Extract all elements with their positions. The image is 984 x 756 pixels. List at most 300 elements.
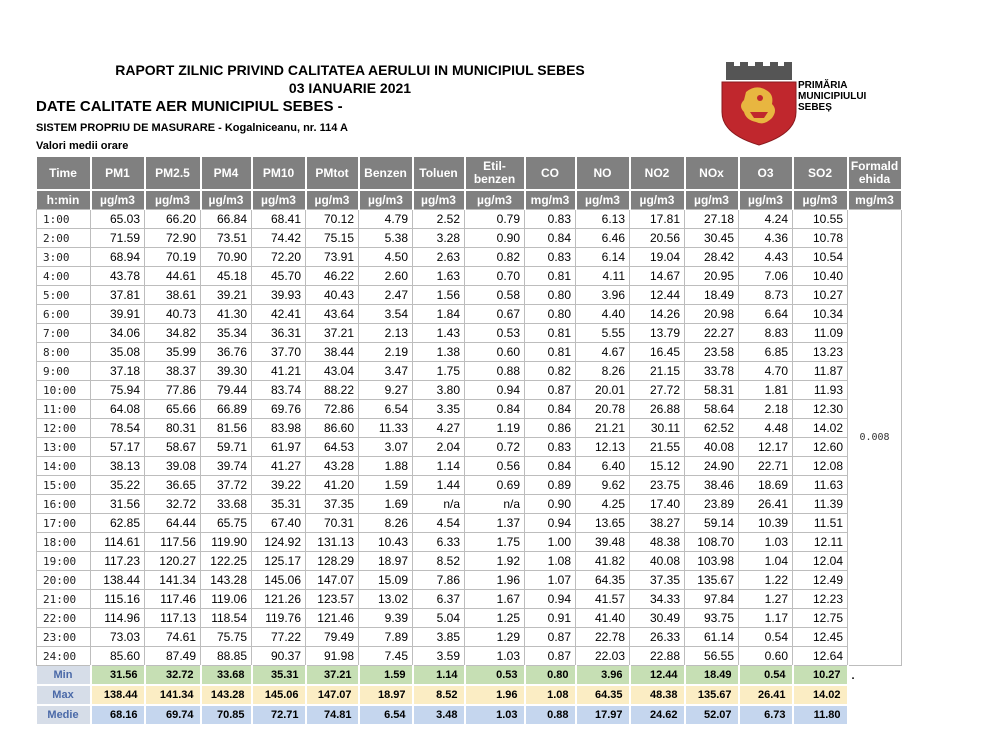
value-cell: 3.35 [413,400,465,419]
value-cell: 39.22 [252,476,306,495]
value-cell: 36.76 [201,343,252,362]
value-cell: 1.29 [465,628,525,647]
value-cell: 14.26 [630,305,685,324]
report-title: RAPORT ZILNIC PRIVIND CALITATEA AERULUI IN MUNICIPIUL SEBES [115,62,585,78]
unit-header: µg/m3 [793,190,848,210]
value-cell: 11.39 [793,495,848,514]
summary-value: 141.34 [145,685,201,705]
value-cell: 1.37 [465,514,525,533]
value-cell: 0.82 [525,362,576,381]
value-cell: 22.27 [685,324,739,343]
time-cell: 18:00 [37,533,91,552]
value-cell: 0.81 [525,267,576,286]
summary-value: 18.49 [685,666,739,686]
value-cell: 41.40 [576,609,630,628]
time-cell: 4:00 [37,267,91,286]
value-cell: 34.82 [145,324,201,343]
table-row [37,609,902,628]
value-cell: 0.54 [739,628,793,647]
value-cell: 0.94 [525,590,576,609]
table-row [37,457,902,476]
value-cell: 1.08 [525,552,576,571]
value-cell: 12.11 [793,533,848,552]
value-cell: 0.81 [525,343,576,362]
value-cell: 39.30 [201,362,252,381]
value-cell: 62.52 [685,419,739,438]
value-cell: 117.13 [145,609,201,628]
value-cell: 3.80 [413,381,465,400]
value-cell: 1.25 [465,609,525,628]
unit-header: µg/m3 [685,190,739,210]
value-cell: 26.88 [630,400,685,419]
value-cell: 20.78 [576,400,630,419]
value-cell: 6.14 [576,248,630,267]
value-cell: 41.27 [252,457,306,476]
value-cell: 2.52 [413,210,465,229]
value-cell: 117.46 [145,590,201,609]
value-cell: 64.35 [576,571,630,590]
summary-value: 48.38 [630,685,685,705]
value-cell: 3.59 [413,647,465,666]
value-cell: 18.49 [685,286,739,305]
value-cell: 10.55 [793,210,848,229]
summary-extra [848,705,902,725]
value-cell: 1.69 [359,495,413,514]
value-cell: 1.59 [359,476,413,495]
value-cell: 79.49 [306,628,359,647]
value-cell: 119.90 [201,533,252,552]
value-cell: 74.42 [252,229,306,248]
value-cell: 12.17 [739,438,793,457]
value-cell: 30.45 [685,229,739,248]
value-cell: 1.43 [413,324,465,343]
value-cell: 115.16 [91,590,145,609]
value-cell: 15.09 [359,571,413,590]
summary-value: 0.80 [525,666,576,686]
summary-value: 6.54 [359,705,413,725]
summary-value: 64.35 [576,685,630,705]
table-row [37,628,902,647]
value-cell: 8.73 [739,286,793,305]
value-cell: 41.82 [576,552,630,571]
value-cell: 40.08 [685,438,739,457]
table-row [37,590,902,609]
value-cell: 38.13 [91,457,145,476]
value-cell: 38.44 [306,343,359,362]
time-cell: 11:00 [37,400,91,419]
table-row [37,210,902,229]
value-cell: 121.46 [306,609,359,628]
value-cell: 22.88 [630,647,685,666]
value-cell: 23.75 [630,476,685,495]
value-cell: 83.98 [252,419,306,438]
time-cell: 1:00 [37,210,91,229]
value-cell: 37.70 [252,343,306,362]
value-cell: 70.31 [306,514,359,533]
summary-value: 1.96 [465,685,525,705]
unit-header: h:min [37,190,91,210]
summary-value: 18.97 [359,685,413,705]
value-cell: 13.79 [630,324,685,343]
value-cell: 4.36 [739,229,793,248]
summary-value: 52.07 [685,705,739,725]
value-cell: 22.71 [739,457,793,476]
summary-value: 14.02 [793,685,848,705]
value-cell: 10.27 [793,286,848,305]
value-cell: 17.40 [630,495,685,514]
value-cell: 4.54 [413,514,465,533]
value-cell: 35.99 [145,343,201,362]
column-header: Toluen [413,157,465,190]
table-row [37,552,902,571]
time-cell: 19:00 [37,552,91,571]
value-cell: 1.75 [465,533,525,552]
value-cell: 43.28 [306,457,359,476]
value-cell: 1.19 [465,419,525,438]
summary-row [37,705,902,725]
summary-value: 1.59 [359,666,413,686]
value-cell: 12.08 [793,457,848,476]
value-cell: 13.65 [576,514,630,533]
value-cell: 1.75 [413,362,465,381]
value-cell: 1.04 [739,552,793,571]
column-header: NO [576,157,630,190]
summary-label: Max [37,685,91,705]
summary-value: 1.03 [465,705,525,725]
summary-value: 147.07 [306,685,359,705]
value-cell: 8.26 [576,362,630,381]
value-cell: 0.87 [525,628,576,647]
column-header: PM2.5 [145,157,201,190]
value-cell: 48.38 [630,533,685,552]
unit-header-row [37,190,902,210]
value-cell: 0.58 [465,286,525,305]
value-cell: 59.71 [201,438,252,457]
value-cell: 135.67 [685,571,739,590]
value-cell: 128.29 [306,552,359,571]
value-cell: 12.64 [793,647,848,666]
unit-header: µg/m3 [252,190,306,210]
summary-value: 3.96 [576,666,630,686]
value-cell: 40.73 [145,305,201,324]
value-cell: 120.27 [145,552,201,571]
value-cell: 37.18 [91,362,145,381]
value-cell: 7.86 [413,571,465,590]
unit-header: mg/m3 [525,190,576,210]
value-cell: 38.37 [145,362,201,381]
value-cell: 0.91 [525,609,576,628]
value-cell: 8.83 [739,324,793,343]
value-cell: 4.79 [359,210,413,229]
summary-value: 145.06 [252,685,306,705]
value-cell: 30.11 [630,419,685,438]
time-cell: 16:00 [37,495,91,514]
value-cell: 2.04 [413,438,465,457]
value-cell: 117.56 [145,533,201,552]
time-cell: 24:00 [37,647,91,666]
value-cell: 91.98 [306,647,359,666]
value-cell: 1.63 [413,267,465,286]
summary-value: 0.54 [739,666,793,686]
value-cell: 39.74 [201,457,252,476]
value-cell: 11.51 [793,514,848,533]
table-row [37,267,902,286]
summary-extra: . [848,666,902,686]
value-cell: 7.89 [359,628,413,647]
value-cell: 4.24 [739,210,793,229]
column-header: PM10 [252,157,306,190]
value-cell: 125.17 [252,552,306,571]
value-cell: 43.04 [306,362,359,381]
table-row [37,438,902,457]
summary-value: 74.81 [306,705,359,725]
value-cell: 6.85 [739,343,793,362]
value-cell: 88.22 [306,381,359,400]
value-cell: 117.23 [91,552,145,571]
value-cell: 72.86 [306,400,359,419]
value-cell: 10.78 [793,229,848,248]
value-cell: 3.85 [413,628,465,647]
value-cell: 39.93 [252,286,306,305]
value-cell: 138.44 [91,571,145,590]
value-cell: 1.84 [413,305,465,324]
value-cell: 36.31 [252,324,306,343]
value-cell: 1.92 [465,552,525,571]
time-cell: 6:00 [37,305,91,324]
value-cell: 2.13 [359,324,413,343]
value-cell: 11.93 [793,381,848,400]
value-cell: 123.57 [306,590,359,609]
value-cell: 7.45 [359,647,413,666]
table-row [37,476,902,495]
value-cell: 1.56 [413,286,465,305]
value-cell: 58.64 [685,400,739,419]
value-cell: 2.47 [359,286,413,305]
formaldehida-value: 0.008 [848,210,902,666]
value-cell: 44.61 [145,267,201,286]
value-cell: 8.26 [359,514,413,533]
value-cell: 1.27 [739,590,793,609]
value-cell: 12.23 [793,590,848,609]
value-cell: 38.46 [685,476,739,495]
value-cell: 42.41 [252,305,306,324]
value-cell: 0.94 [525,514,576,533]
value-cell: 4.25 [576,495,630,514]
value-cell: 141.34 [145,571,201,590]
value-cell: 90.37 [252,647,306,666]
column-header: Etil- benzen [465,157,525,190]
summary-value: 72.71 [252,705,306,725]
column-header: Benzen [359,157,413,190]
value-cell: 1.88 [359,457,413,476]
data-heading: DATE CALITATE AER MUNICIPIUL SEBES - [36,98,343,115]
time-cell: 7:00 [37,324,91,343]
value-cell: 10.34 [793,305,848,324]
value-cell: 0.87 [525,647,576,666]
value-cell: 0.60 [739,647,793,666]
value-cell: 0.81 [525,324,576,343]
time-cell: 21:00 [37,590,91,609]
summary-value: 1.08 [525,685,576,705]
value-cell: 35.31 [252,495,306,514]
value-cell: 73.03 [91,628,145,647]
value-cell: 21.21 [576,419,630,438]
value-cell: 2.19 [359,343,413,362]
time-cell: 3:00 [37,248,91,267]
value-cell: 8.52 [413,552,465,571]
value-cell: 41.30 [201,305,252,324]
value-cell: n/a [413,495,465,514]
time-cell: 12:00 [37,419,91,438]
column-header: Time [37,157,91,190]
summary-value: 6.73 [739,705,793,725]
value-cell: 1.44 [413,476,465,495]
value-cell: 65.03 [91,210,145,229]
value-cell: 0.70 [465,267,525,286]
value-cell: 27.72 [630,381,685,400]
value-cell: 9.62 [576,476,630,495]
value-cell: 0.80 [525,286,576,305]
value-cell: 4.70 [739,362,793,381]
value-cell: 70.12 [306,210,359,229]
value-cell: 0.83 [525,438,576,457]
value-cell: 87.49 [145,647,201,666]
value-cell: 0.84 [525,400,576,419]
time-cell: 10:00 [37,381,91,400]
value-cell: 79.44 [201,381,252,400]
unit-header: µg/m3 [739,190,793,210]
value-cell: 40.08 [630,552,685,571]
value-cell: 6.33 [413,533,465,552]
value-cell: 75.75 [201,628,252,647]
value-cell: 37.21 [306,324,359,343]
value-cell: 0.90 [525,495,576,514]
value-cell: 16.45 [630,343,685,362]
value-cell: 0.83 [525,248,576,267]
value-cell: 119.06 [201,590,252,609]
value-cell: 64.53 [306,438,359,457]
value-cell: 22.03 [576,647,630,666]
value-cell: 6.64 [739,305,793,324]
table-row [37,362,902,381]
value-cell: 3.96 [576,286,630,305]
value-cell: 114.96 [91,609,145,628]
value-cell: 32.72 [145,495,201,514]
summary-value: 11.80 [793,705,848,725]
value-cell: 13.23 [793,343,848,362]
summary-value: 0.88 [525,705,576,725]
value-cell: 80.31 [145,419,201,438]
value-cell: 0.84 [525,229,576,248]
value-cell: 12.49 [793,571,848,590]
column-header: O3 [739,157,793,190]
summary-value: 10.27 [793,666,848,686]
value-cell: 10.39 [739,514,793,533]
value-cell: 12.30 [793,400,848,419]
value-cell: 38.61 [145,286,201,305]
value-cell: 0.69 [465,476,525,495]
value-cell: 45.18 [201,267,252,286]
value-cell: 23.58 [685,343,739,362]
value-cell: 2.63 [413,248,465,267]
summary-value: 70.85 [201,705,252,725]
value-cell: 24.90 [685,457,739,476]
value-cell: 9.27 [359,381,413,400]
value-cell: 1.07 [525,571,576,590]
value-cell: 62.85 [91,514,145,533]
value-cell: 4.50 [359,248,413,267]
column-header-row [37,157,902,190]
value-cell: 14.02 [793,419,848,438]
value-cell: 68.41 [252,210,306,229]
value-cell: 26.33 [630,628,685,647]
value-cell: 37.81 [91,286,145,305]
value-cell: 119.76 [252,609,306,628]
value-cell: 61.14 [685,628,739,647]
value-cell: 70.19 [145,248,201,267]
summary-row [37,685,902,705]
unit-header: mg/m3 [848,190,902,210]
value-cell: 39.21 [201,286,252,305]
value-cell: 72.90 [145,229,201,248]
column-header: PM1 [91,157,145,190]
value-cell: 33.78 [685,362,739,381]
value-cell: 14.67 [630,267,685,286]
sebes-crest-icon [716,62,802,146]
column-header: PM4 [201,157,252,190]
value-cell: 36.65 [145,476,201,495]
value-cell: 4.67 [576,343,630,362]
value-cell: 41.57 [576,590,630,609]
value-cell: 3.54 [359,305,413,324]
unit-header: µg/m3 [413,190,465,210]
value-cell: 86.60 [306,419,359,438]
summary-value: 32.72 [145,666,201,686]
time-cell: 23:00 [37,628,91,647]
summary-value: 138.44 [91,685,145,705]
summary-value: 33.68 [201,666,252,686]
time-cell: 20:00 [37,571,91,590]
value-cell: 37.35 [306,495,359,514]
value-cell: 20.95 [685,267,739,286]
value-cell: 12.60 [793,438,848,457]
value-cell: 114.61 [91,533,145,552]
value-cell: 2.60 [359,267,413,286]
value-cell: 131.13 [306,533,359,552]
summary-label: Min [37,666,91,686]
summary-value: 26.41 [739,685,793,705]
value-cell: 12.44 [630,286,685,305]
value-cell: 57.17 [91,438,145,457]
value-cell: 73.51 [201,229,252,248]
time-cell: 14:00 [37,457,91,476]
value-cell: 39.91 [91,305,145,324]
value-cell: 3.28 [413,229,465,248]
value-cell: 0.84 [465,400,525,419]
value-cell: 27.18 [685,210,739,229]
value-cell: 83.74 [252,381,306,400]
unit-header: µg/m3 [201,190,252,210]
value-cell: 56.55 [685,647,739,666]
value-cell: 11.33 [359,419,413,438]
value-cell: 143.28 [201,571,252,590]
value-cell: 0.82 [465,248,525,267]
value-cell: 7.06 [739,267,793,286]
value-cell: 0.53 [465,324,525,343]
time-cell: 15:00 [37,476,91,495]
value-cell: 124.92 [252,533,306,552]
value-cell: 122.25 [201,552,252,571]
